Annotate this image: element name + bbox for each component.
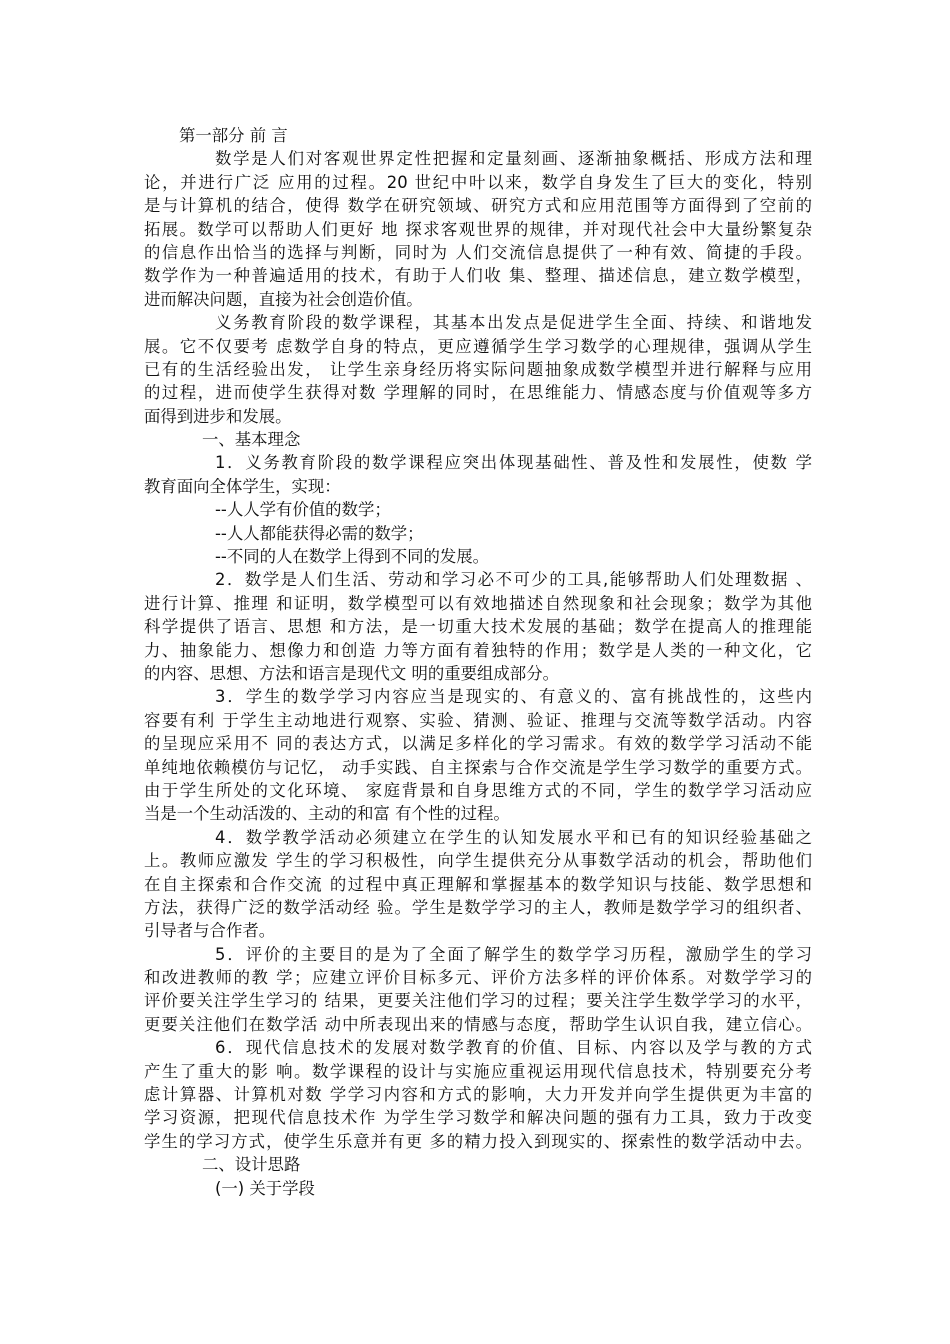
list-item: --不同的人在数学上得到不同的发展。 — [215, 547, 490, 567]
paragraph-line: 进而解决问题，直接为社会创造价值。 — [144, 289, 423, 309]
section-heading: 第一部分 前 言 — [179, 126, 288, 145]
section-heading: 一、基本理念 — [202, 430, 301, 450]
paragraph-line: 的信息作出恰当的选择与判断，同时为 人们交流信息提供了一种有效、简捷的手段。 — [144, 242, 812, 262]
paragraph-line: 论，并进行广泛 应用的过程。20 世纪中叶以来，数学自身发生了巨大的变化，特别 — [144, 172, 812, 192]
subsection-heading: (一) 关于学段 — [215, 1178, 315, 1198]
paragraph-line: 拓展。数学可以帮助人们更好 地 探求客观世界的规律，并对现代社会中大量纷繁复杂 — [144, 219, 812, 239]
list-item: --人人学有价值的数学； — [215, 500, 391, 520]
paragraph-line: 产生了重大的影 响。数学课程的设计与实施应重视运用现代信息技术，特别要充分考 — [144, 1061, 812, 1081]
paragraph-line: 已有的生活经验出发， 让学生亲身经历将实际问题抽象成数学模型并进行解释与应用 — [144, 359, 812, 379]
paragraph-line: 学生的学习方式，使学生乐意并有更 多的精力投入到现实的、探索性的数学活动中去。 — [144, 1131, 812, 1151]
paragraph-line: 上。教师应激发 学生的学习积极性，向学生提供充分从事数学活动的机会，帮助他们 — [144, 851, 812, 871]
paragraph-line: 在自主探索和合作交流 的过程中真正理解和掌握基本的数学知识与技能、数学思想和 — [144, 874, 812, 894]
paragraph-line: 当是一个生动活泼的、主动的和富 有个性的过程。 — [144, 804, 510, 824]
paragraph-line: 2．数学是人们生活、劳动和学习必不可少的工具,能够帮助人们处理数据 、 — [215, 570, 812, 590]
paragraph-line: 展。它不仅要考 虑数学自身的特点，更应遵循学生学习数学的心理规律，强调从学生 — [144, 336, 812, 356]
paragraph-line: 是与计算机的结合，使得 数学在研究领域、研究方式和应用范围等方面得到了空前的 — [144, 196, 812, 216]
paragraph-line: 的内容、思想、方法和语言是现代文 明的重要组成部分。 — [144, 663, 559, 683]
paragraph-line: 单纯地依赖模仿与记忆， 动手实践、自主探索与合作交流是学生学习数学的重要方式。 — [144, 757, 812, 777]
document-body — [144, 124, 812, 1200]
paragraph-line: 虑计算器、计算机对数 学学习内容和方式的影响，大力开发并向学生提供更为丰富的 — [144, 1085, 812, 1105]
paragraph-line: 更要关注他们在数学活 动中所表现出来的情感与态度，帮助学生认识自我，建立信心。 — [144, 1014, 812, 1034]
paragraph-line: 6．现代信息技术的发展对数学教育的价值、目标、内容以及学与教的方式 — [215, 1038, 812, 1058]
paragraph-line: 引导者与合作者。 — [144, 921, 276, 941]
paragraph-line: 5．评价的主要目的是为了全面了解学生的数学学习历程，激励学生的学习 — [215, 944, 812, 964]
paragraph-line: 义务教育阶段的数学课程，其基本出发点是促进学生全面、持续、和谐地发 — [215, 313, 812, 333]
paragraph-line: 数学作为一种普遍适用的技术，有助于人们收 集、整理、描述信息，建立数学模型， — [144, 266, 812, 286]
paragraph-line: 力、抽象能力、想像力和创造 力等方面有着独特的作用；数学是人类的一种文化，它 — [144, 640, 812, 660]
list-item: --人人都能获得必需的数学； — [215, 523, 424, 543]
paragraph-line: 1．义务教育阶段的数学课程应突出体现基础性、普及性和发展性，使数 学 — [215, 453, 812, 473]
paragraph-line: 由于学生所处的文化环境、 家庭背景和自身思维方式的不同，学生的数学学习活动应 — [144, 780, 812, 800]
paragraph-line: 数学是人们对客观世界定性把握和定量刻画、逐渐抽象概括、形成方法和理 — [215, 149, 812, 169]
section-heading: 二、设计思路 — [202, 1155, 301, 1175]
paragraph-line: 评价要关注学生学习的 结果，更要关注他们学习的过程；要关注学生数学学习的水平， — [144, 991, 812, 1011]
paragraph-line: 3．学生的数学学习内容应当是现实的、有意义的、富有挑战性的，这些内 — [215, 687, 812, 707]
paragraph-line: 面得到进步和发展。 — [144, 406, 292, 426]
paragraph-line: 的过程，进而使学生获得对数 学理解的同时，在思维能力、情感态度与价值观等多方 — [144, 383, 812, 403]
paragraph-line: 进行计算、推理 和证明，数学模型可以有效地描述自然现象和社会现象；数学为其他 — [144, 593, 812, 613]
paragraph-line: 容要有利 于学生主动地进行观察、实验、猜测、验证、推理与交流等数学活动。内容 — [144, 710, 812, 730]
paragraph-line: 科学提供了语言、思想 和方法，是一切重大技术发展的基础；数学在提高人的推理能 — [144, 617, 812, 637]
paragraph-line: 方法，获得广泛的数学活动经 验。学生是数学学习的主人，教师是数学学习的组织者、 — [144, 897, 812, 917]
paragraph-line: 学习资源，把现代信息技术作 为学生学习数学和解决问题的强有力工具，致力于改变 — [144, 1108, 812, 1128]
paragraph-line: 4．数学教学活动必须建立在学生的认知发展水平和已有的知识经验基础之 — [215, 827, 812, 847]
paragraph-line: 和改进教师的教 学；应建立评价目标多元、评价方法多样的评价体系。对数学学习的 — [144, 968, 812, 988]
paragraph-line: 的呈现应采用不 同的表达方式，以满足多样化的学习需求。有效的数学学习活动不能 — [144, 734, 812, 754]
paragraph-line: 教育面向全体学生，实现： — [144, 476, 341, 496]
